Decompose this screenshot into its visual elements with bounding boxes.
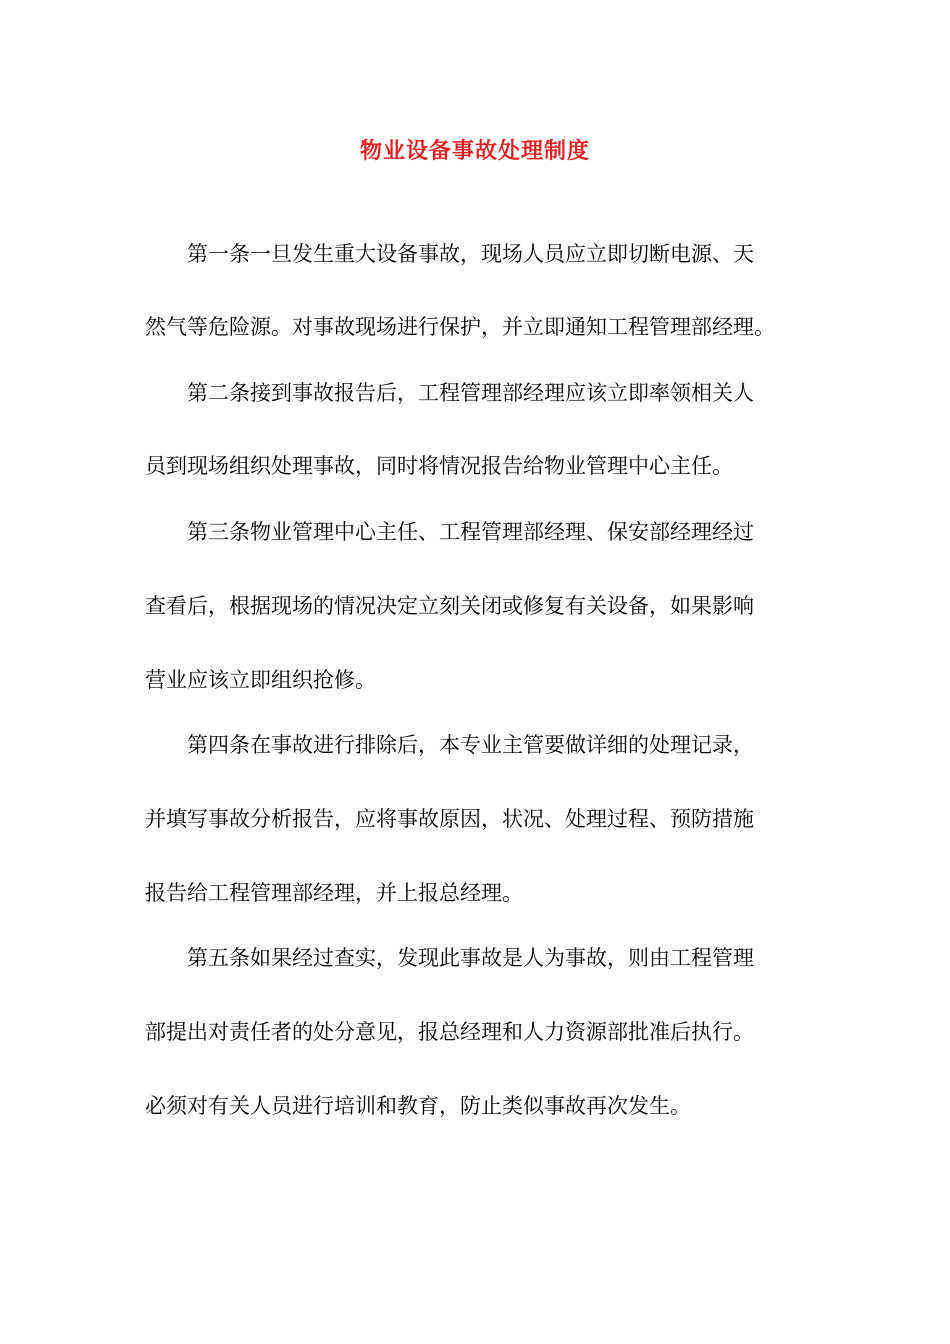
article-2-line-2: 员到现场组织处理事故，同时将情况报告给物业管理中心主任。 xyxy=(145,454,733,478)
article-3-line-2: 查看后，根据现场的情况决定立刻关闭或修复有关设备，如果影响 xyxy=(145,594,754,618)
article-1-line-1: 第一条一旦发生重大设备事故，现场人员应立即切断电源、天 xyxy=(187,242,754,266)
article-2-line-1: 第二条接到事故报告后，工程管理部经理应该立即率领相关人 xyxy=(187,381,754,405)
document-title: 物业设备事故处理制度 xyxy=(359,139,590,164)
article-3-line-1: 第三条物业管理中心主任、工程管理部经理、保安部经理经过 xyxy=(187,520,754,544)
article-5-line-1: 第五条如果经过查实，发现此事故是人为事故，则由工程管理 xyxy=(187,946,754,970)
article-4-line-1: 第四条在事故进行排除后，本专业主管要做详细的处理记录， xyxy=(187,733,754,757)
article-4-line-2: 并填写事故分析报告，应将事故原因，状况、处理过程、预防措施 xyxy=(145,807,754,831)
article-3-line-3: 营业应该立即组织抢修。 xyxy=(145,668,376,692)
article-5-line-3: 必须对有关人员进行培训和教育，防止类似事故再次发生。 xyxy=(145,1094,691,1118)
article-4-line-3: 报告给工程管理部经理，并上报总经理。 xyxy=(145,881,523,905)
article-5-line-2: 部提出对责任者的处分意见，报总经理和人力资源部批准后执行。 xyxy=(145,1020,754,1044)
article-1-line-2: 然气等危险源。对事故现场进行保护，并立即通知工程管理部经理。 xyxy=(145,315,775,339)
